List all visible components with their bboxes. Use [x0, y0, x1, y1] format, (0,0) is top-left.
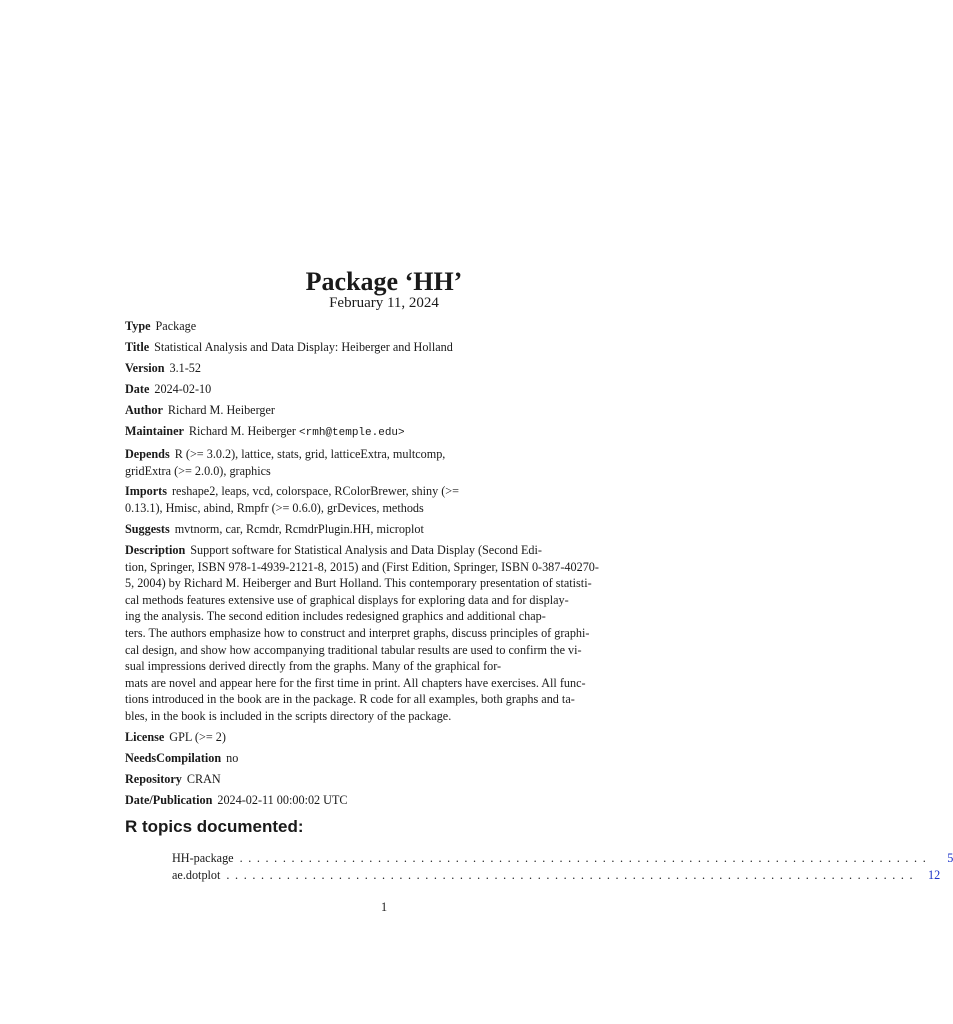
field-value-line: mats are novel and appear here for the first time in print. All chapters have exercises. All func- — [125, 675, 586, 690]
field-maintainer — [125, 423, 645, 442]
field-value-line: ing the analysis. The second edition includes redesigned graphics and additional chap- — [125, 609, 546, 624]
field-description — [125, 542, 645, 725]
field-value-line: mvtnorm, car, Rcmdr, RcmdrPlugin.HH, microplot — [174, 522, 424, 537]
toc-page-link[interactable]: 5 — [947, 851, 953, 865]
field-key: Imports — [125, 484, 167, 499]
field-key: Date — [125, 381, 150, 396]
field-value-line: 2024-02-11 00:00:02 UTC — [217, 792, 348, 807]
field-needscompilation — [125, 750, 645, 767]
field-date-publication — [125, 792, 645, 809]
field-value-line: tion, Springer, ISBN 978-1-4939-2121-8, 2015) and (First Edition, Springer, ISBN 0-387-40270- — [125, 559, 599, 574]
field-imports — [125, 483, 645, 516]
field-author — [125, 402, 645, 419]
field-value-line: CRAN — [186, 771, 221, 786]
field-value-line: sual impressions derived directly from the graphs. Many of the graphical for- — [125, 659, 502, 674]
toc-entry-label: HH-package — [172, 851, 234, 865]
field-key: Maintainer — [125, 423, 184, 438]
field-key: Suggests — [125, 522, 170, 537]
field-suggests — [125, 521, 645, 538]
field-value-line: Richard M. Heiberger — [167, 402, 275, 417]
field-value-line: 3.1-52 — [169, 360, 201, 375]
field-value-line: GPL (>= 2) — [169, 729, 226, 744]
toc-entry[interactable] — [172, 851, 953, 868]
toc-entry[interactable] — [172, 867, 941, 885]
package-date: February 11, 2024 — [329, 295, 439, 311]
maintainer-email: <rmh@temple.edu> — [299, 426, 405, 439]
field-value-line: ters. The authors emphasize how to construct and interpret graphs, discuss principles of graphi- — [125, 626, 590, 641]
toc-entry-label: ae.dotplot — [172, 867, 221, 882]
field-value-line: 2024-02-10 — [154, 381, 212, 396]
field-depends — [125, 446, 645, 479]
field-license — [125, 729, 645, 746]
field-value-line: tions introduced in the book are in the package. R code for all examples, both graphs and ta- — [125, 692, 575, 707]
field-key: Description — [125, 543, 186, 558]
field-date — [125, 381, 645, 398]
field-value-line: gridExtra (>= 2.0.0), graphics — [125, 463, 271, 478]
field-value-line: Statistical Analysis and Data Display: Heiberger and Holland — [154, 339, 453, 354]
toc-page-link[interactable]: 12 — [927, 867, 941, 882]
field-key: Title — [125, 339, 150, 354]
table-of-contents — [172, 851, 953, 884]
toc-heading: R topics documented: — [125, 817, 304, 836]
page-title: Package ‘HH’ — [305, 267, 463, 297]
field-value-line: cal design, and show how accompanying traditional tabular results are used to confirm the vi- — [125, 642, 582, 657]
field-key: Repository — [125, 771, 182, 786]
field-key: License — [125, 729, 165, 744]
field-title — [125, 339, 645, 356]
field-value-line: Package — [155, 319, 197, 333]
field-value-line: Richard M. Heiberger — [188, 423, 296, 438]
field-repository — [125, 771, 645, 788]
field-version — [125, 360, 645, 377]
field-value-line: 0.13.1), Hmisc, abind, Rmpfr (>= 0.6.0), grDevices, methods — [125, 501, 424, 516]
field-value-line: reshape2, leaps, vcd, colorspace, RColorBrewer, shiny (>= — [171, 484, 460, 499]
field-value-line: Support software for Statistical Analysis and Data Display (Second Edi- — [190, 543, 542, 558]
field-value-line: 5, 2004) by Richard M. Heiberger and Burt Holland. This contemporary presentation of statisti- — [125, 576, 592, 591]
field-type — [125, 318, 645, 335]
field-value-line: bles, in the book is included in the scripts directory of the package. — [125, 708, 452, 723]
field-key: Date/Publication — [125, 792, 213, 807]
field-key: Version — [125, 360, 165, 375]
page-number: 1 — [380, 900, 388, 914]
field-value-line: no — [226, 750, 239, 765]
field-key: Depends — [125, 446, 170, 461]
description-fields — [125, 318, 645, 813]
field-value-line: cal methods features extensive use of graphical displays for exploring data and for display- — [125, 592, 569, 607]
field-key: NeedsCompilation — [125, 750, 222, 765]
toc-leader-dots: ................................................................................ — [226, 867, 919, 882]
field-value-line: R (>= 3.0.2), lattice, stats, grid, latticeExtra, multcomp, — [174, 446, 446, 461]
field-key: Type — [125, 319, 151, 333]
toc-leader-dots: ................................................................................ — [239, 851, 932, 865]
field-key: Author — [125, 402, 163, 417]
